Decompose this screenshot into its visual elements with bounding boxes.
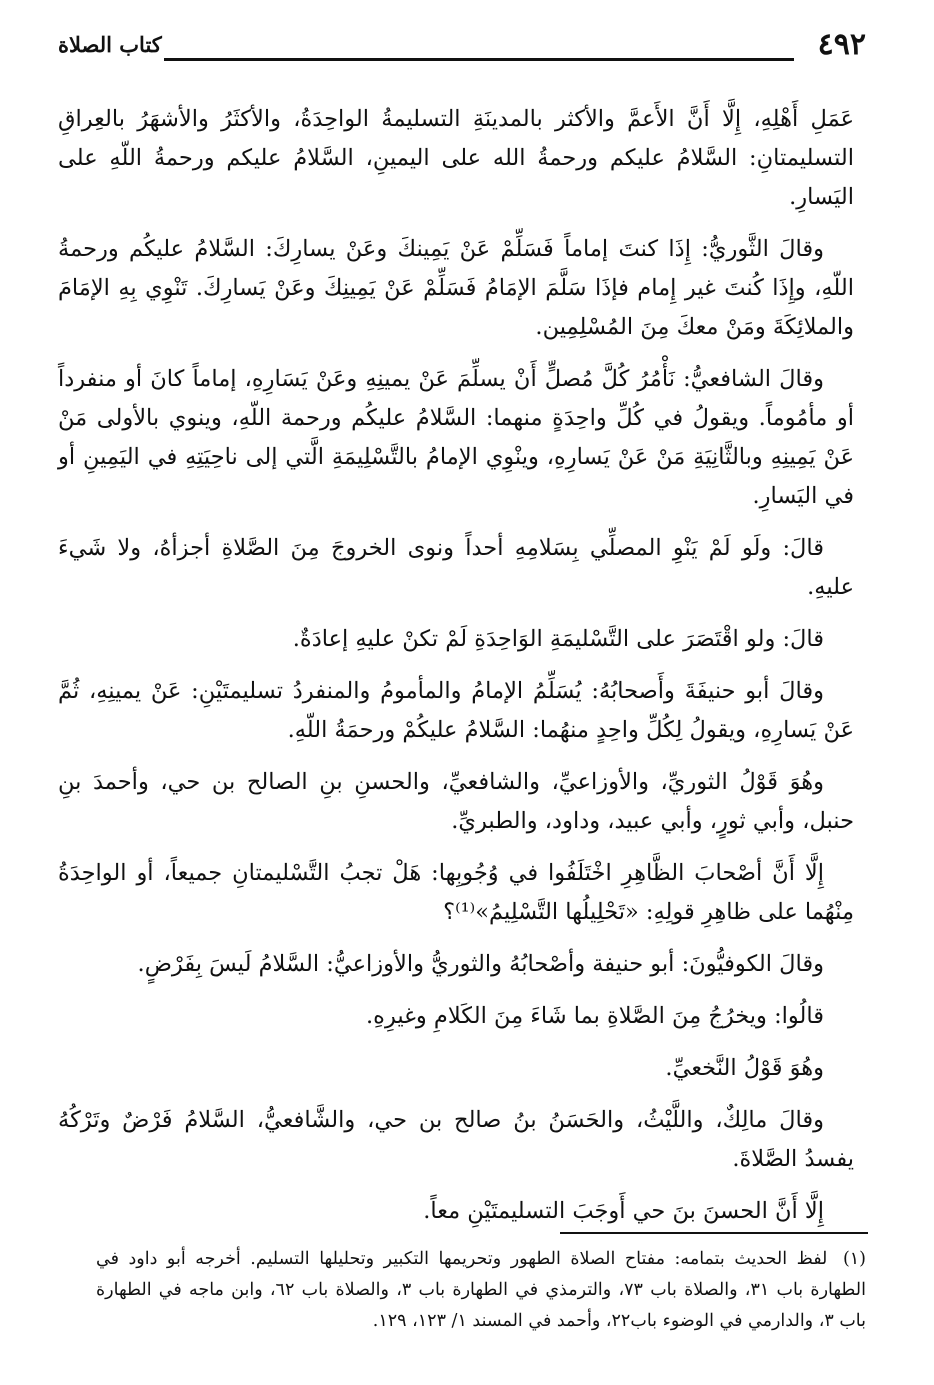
paragraph: قالَ: ولو اقْتَصَرَ على التَّسْليمَةِ الوَاحِدَةِ لَمْ تكنْ عليهِ إعادَةٌ. [292,626,824,652]
page-header [58,26,866,66]
paragraph: وقالَ أبو حنيفَةَ وأَصحابُهُ: يُسَلِّمُ الإمامُ والمأمومُ والمنفردُ تسليمتَيْنِ: عَنْ يمينِهِ، ثُمَّ عَنْ يَسارِهِ، ويقولُ لِكُلِّ واحِدٍ منهُما: السَّلامُ عليكُمْ ورحمَةُ اللّهِ. [58,678,854,743]
footnote-separator [560,1232,868,1234]
paragraph: إِلَّا أَنَّ الحسنَ بنَ حي أَوجَبَ التسليمتَيْنِ معاً. [423,1198,824,1224]
footnote-text: لفظ الحديث بتمامه: مفتاح الصلاة الطهور وتحريمها التكبير وتحليلها التسليم. أخرجه أبو داود في الطهارة باب ٣١، والصلاة باب ٧٣، والترمذي في الطهارة باب ٣، والصلاة باب ٦٢، وابن ماجه في الطهارة باب ٣، والدارمي في الوضوء باب٢٢، وأحمد في المسند ١/ ١٢٣، ١٢٩. [96,1249,866,1331]
paragraph: قالَ: ولَو لَمْ يَنْوِ المصلِّي بِسَلامِهِ أحداً ونوى الخروجَ مِنَ الصَّلاةِ أجزأهُ، ولا شَيءَ عليهِ. [58,535,854,600]
paragraph: وقالَ الكوفيُّونَ: أبو حنيفة وأصْحابُهُ والثوريُّ والأوزاعيُّ: السَّلامُ لَيسَ بِفَرْضٍ. [137,951,824,977]
header-rule [164,58,794,61]
page-number: ٤٩٢ [817,27,866,62]
footnotes [96,1244,866,1337]
book-title: كتاب الصلاة [58,32,162,57]
paragraph: عَمَلِ أَهْلِهِ، إِلَّا أَنَّ الأَعمَّ والأكثر بالمدينَةِ التسليمةُ الواحِدَةُ، والأكثَرُ والأشهَرُ بالعِراقِ التسليمتانِ: السَّلامُ عليكم ورحمةُ الله على اليمينِ، السَّلامُ عليكم ورحمةُ اللّهِ على اليَسارِ. [58,106,854,210]
main-text [58,100,854,1244]
paragraph: وهُوَ قَوْلُ النَّخعيِّ. [665,1055,824,1081]
footnote-number: (١) [842,1249,866,1269]
paragraph: إِلَّا أَنَّ أصْحابَ الظَّاهِرِ اخْتَلَفُوا في وُجُوبِها: هَلْ تجبُ التَّسْليمتانِ جميعاً، أو الواحِدَةُ مِنْهُما على ظاهِرِ قولِهِ: «تَحْلِيلُها التَّسْلِيمُ»⁽¹⁾؟ [58,860,854,925]
paragraph: قالُوا: ويخرُجُ مِنَ الصَّلاةِ بما شَاءَ مِنَ الكَلامِ وغيرِهِ. [366,1003,824,1029]
paragraph: وقالَ الشافعيُّ: نَأْمُرُ كُلَّ مُصلٍّ أَنْ يسلِّمَ عَنْ يمينِهِ وعَنْ يَسَارِهِ، إماماً كانَ أو منفرداً أو مأمُوماً. ويقولُ في كُلِّ واحِدَةٍ منهما: السَّلامُ عليكُم ورحمة اللّهِ، وينوي بالأولى مَنْ عَنْ يَمِينِهِ وبالثَّانِيَةِ مَنْ عَنْ يَسارِهِ، وينْوِي الإمامُ بالتَّسْلِيمَةِ الَّتي إلى ناحِيَتِهِ في اليَمِينِ أو في اليَسارِ. [58,366,854,509]
paragraph: وقالَ الثَّوريُّ: إِذَا كنتَ إماماً فَسَلِّمْ عَنْ يَمِينكَ وعَنْ يسارِكَ: السَّلامُ عليكُم ورحمةُ اللّهِ، وإِذَا كُنتَ غير إِمام فإذَا سَلَّمَ الإمَامُ فَسَلِّمْ عَنْ يَمِينِكَ وعَنْ يَسارِكَ. تَنْوِي بِهِ الإمَامَ والملائِكَةَ ومَنْ معكَ مِنَ المُسْلِمِين. [58,236,854,340]
footnote [96,1244,866,1337]
paragraph: وهُوَ قَوْلُ الثوريِّ، والأوزاعيِّ، والشافعيِّ، والحسنِ بنِ الصالح بن حي، وأحمدَ بنِ حنبل، وأبي ثورٍ، وأبي عبيد، وداود، والطبريِّ. [58,769,854,834]
paragraph: وقالَ مالِكٌ، واللَّيْثُ، والحَسَنُ بنُ صالح بن حي، والشَّافعيُّ، السَّلامُ فَرْضٌ وتَرْكُهُ يفسدُ الصَّلاةَ. [58,1107,854,1172]
